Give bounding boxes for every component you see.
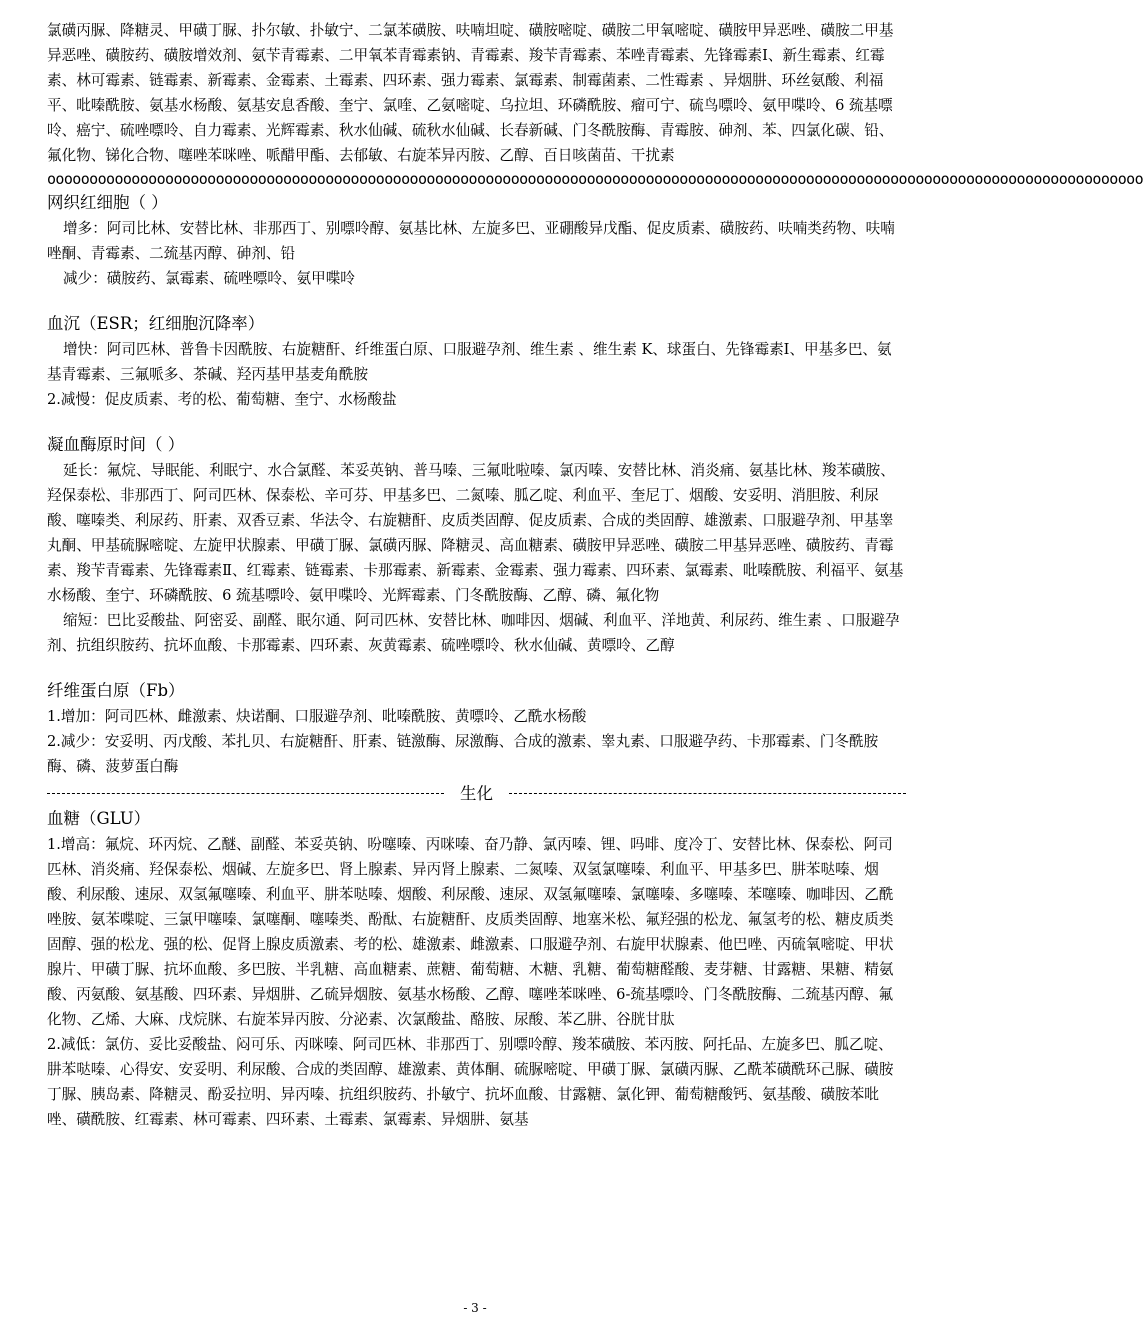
esr-heading: 血沉（ESR；红细胞沉降率）: [47, 314, 265, 333]
glucose-decrease: 2.减低：氯仿、妥比妥酸盐、闷可乐、丙咪嗪、阿司匹林、非那西丁、别嘌呤醇、羧苯磺胺、苯丙胺、阿托品、左旋多巴、胍乙啶、肼苯哒嗪、心得安、安妥明、利尿酸、合成的类固醇、雄激素、黄体酮、硫脲嘧啶、甲磺丁脲、氯磺丙脲、乙酰苯磺酰环己脲、磺胺丁脲、胰岛素、降糖灵、酚妥拉明、异丙嗪、抗组织胺药、扑敏宁、抗坏血酸、甘露糖、氯化钾、葡萄糖酸钙、氨基酸、磺胺苯吡唑、磺酰胺、红霉素、林可霉素、四环素、土霉素、氯霉素、异烟肼、氨基: [47, 1036, 894, 1128]
esr-decrease: 2.减慢：促皮质素、考的松、葡萄糖、奎宁、水杨酸盐: [47, 391, 397, 408]
section-glucose: [47, 806, 906, 1132]
section-esr: [47, 311, 906, 412]
glucose-heading: 血糖（GLU）: [47, 809, 151, 828]
fibrinogen-heading: 纤维蛋白原（Fb）: [47, 681, 185, 700]
divider-dash-left: [47, 793, 444, 794]
reticulocyte-increase: 增多：阿司比林、安替比林、非那西丁、别嘌呤醇、氨基比林、左旋多巴、亚硼酸异戊酯、促皮质素、磺胺药、呋喃类药物、呋喃唑酮、青霉素、二巯基丙醇、砷剂、铅: [47, 220, 895, 262]
section-reticulocyte: [47, 190, 906, 291]
reticulocyte-decrease: 减少：磺胺药、氯霉素、硫唑嘌呤、氨甲喋呤: [63, 270, 355, 287]
fibrinogen-decrease: 2.减少：安妥明、丙戊酸、苯扎贝、右旋糖酐、肝素、链激酶、尿激酶、合成的激素、睾丸素、口服避孕药、卡那霉素、门冬酰胺酶、磷、菠萝蛋白酶: [47, 733, 879, 775]
section-prothrombin: [47, 432, 906, 658]
reticulocyte-heading: 网织红细胞（ ）: [47, 193, 168, 212]
divider-dash-right: [509, 793, 906, 794]
section-fibrinogen: [47, 678, 906, 779]
esr-increase: 增快：阿司匹林、普鲁卡因酰胺、右旋糖酐、纤维蛋白原、口服避孕剂、维生素 、维生素 K、球蛋白、先锋霉素Ⅰ、甲基多巴、氨基青霉素、三氟哌多、茶碱、羟丙基甲基麦角酰胺: [47, 341, 892, 383]
prothrombin-shorten: 缩短：巴比妥酸盐、阿密妥、副醛、眠尔通、阿司匹林、安替比林、咖啡因、烟碱、利血平、洋地黄、利尿药、维生素 、口服避孕剂、抗组织胺药、抗坏血酸、卡那霉素、四环素、灰黄霉素、硫唑嘌呤、秋水仙碱、黄嘌呤、乙醇: [47, 612, 900, 654]
zero-separator-line: oooooooooooooooooooooooooooooooooooooooooooooooooooooooooooooooooooooooooooooooooooooooooooooooooooooooooooooooooooooooooooooooooo: [47, 170, 1143, 188]
glucose-increase: 1.增高：氟烷、环丙烷、乙醚、副醛、苯妥英钠、吩噻嗪、丙咪嗪、奋乃静、氯丙嗪、锂、吗啡、度冷丁、安替比林、保泰松、阿司匹林、消炎痛、羟保泰松、烟碱、左旋多巴、肾上腺素、异丙肾上腺素、二氮嗪、双氢氯噻嗪、利血平、甲基多巴、肼苯哒嗪、烟酸、利尿酸、速尿、双氢氟噻嗪、利血平、肼苯哒嗪、烟酸、利尿酸、速尿、双氢氟噻嗪、氯噻嗪、多噻嗪、苯噻嗪、咖啡因、乙酰唑胺、氨苯喋啶、三氯甲噻嗪、氯噻酮、噻嗪类、酚酞、右旋糖酐、皮质类固醇、地塞米松、氟羟强的松龙、氟氢考的松、糖皮质类固醇、强的松龙、强的松、促肾上腺皮质激素、考的松、雄激素、雌激素、口服避孕剂、右旋甲状腺素、他巴唑、丙硫氧嘧啶、甲状腺片、甲磺丁脲、抗坏血酸、多巴胺、半乳糖、高血糖素、蔗糖、葡萄糖、木糖、乳糖、葡萄糖醛酸、麦芽糖、甘露糖、果糖、精氨酸、丙氨酸、氨基酸、四环素、异烟肼、乙硫异烟胺、氨基水杨酸、乙醇、噻唑苯咪唑、6-巯基嘌呤、门冬酰胺酶、二巯基丙醇、氟化物、乙烯、大麻、戊烷脒、右旋苯异丙胺、分泌素、次氯酸盐、酪胺、尿酸、苯乙肼、谷胱甘肽: [47, 836, 894, 1028]
divider-label: 生化: [460, 784, 493, 803]
biochem-divider: [47, 781, 906, 806]
prothrombin-prolong: 延长：氟烷、导眠能、利眠宁、水合氯醛、苯妥英钠、普马嗪、三氟吡啦嗪、氯丙嗪、安替比林、消炎痛、氨基比林、羧苯磺胺、羟保泰松、非那西丁、阿司匹林、保泰松、辛可芬、甲基多巴、二氮嗪、胍乙啶、利血平、奎尼丁、烟酸、安妥明、消胆胺、利尿酸、噻嗪类、利尿药、肝素、双香豆素、华法令、右旋糖酐、皮质类固醇、促皮质素、合成的类固醇、雄激素、口服避孕剂、甲基睾丸酮、甲基硫脲嘧啶、左旋甲状腺素、甲磺丁脲、氯磺丙脲、降糖灵、高血糖素、磺胺甲异恶唑、磺胺二甲基异恶唑、磺胺药、青霉素、羧苄青霉素、先锋霉素Ⅱ、红霉素、链霉素、卡那霉素、新霉素、金霉素、强力霉素、四环素、氯霉素、吡嗪酰胺、利福平、氨基水杨酸、奎宁、环磷酰胺、6 巯基嘌呤、氨甲喋呤、光辉霉素、门冬酰胺酶、乙醇、磷、氟化物: [47, 462, 904, 604]
prothrombin-heading: 凝血酶原时间（ ）: [47, 435, 185, 454]
fibrinogen-increase: 1.增加：阿司匹林、雌激素、炔诺酮、口服避孕剂、吡嗪酰胺、黄嘌呤、乙酰水杨酸: [47, 708, 587, 725]
page-number: - 3 -: [463, 1301, 487, 1315]
top-drug-list: 氯磺丙脲、降糖灵、甲磺丁脲、扑尔敏、扑敏宁、二氯苯磺胺、呋喃坦啶、磺胺嘧啶、磺胺二甲氧嘧啶、磺胺甲异恶唑、磺胺二甲基异恶唑、磺胺药、磺胺增效剂、氨苄青霉素、二甲氧苯青霉素钠、青霉素、羧苄青霉素、苯唑青霉素、先锋霉素Ⅰ、新生霉素、红霉素、林可霉素、链霉素、新霉素、金霉素、土霉素、四环素、强力霉素、氯霉素、制霉菌素、二性霉素 、异烟肼、环丝氨酸、利福平、吡嗪酰胺、氨基水杨酸、氨基安息香酸、奎宁、氯喹、乙氨嘧啶、乌拉坦、环磷酰胺、瘤可宁、硫鸟嘌呤、氨甲喋呤、6 巯基嘌呤、癌宁、硫唑嘌呤、自力霉素、光辉霉素、秋水仙碱、硫秋水仙碱、长春新碱、门冬酰胺酶、青霉胺、砷剂、苯、四氯化碳、铅、氟化物、锑化合物、噻唑苯咪唑、哌醋甲酯、去郁敏、右旋苯异丙胺、乙醇、百日咳菌苗、干扰素: [47, 22, 894, 164]
